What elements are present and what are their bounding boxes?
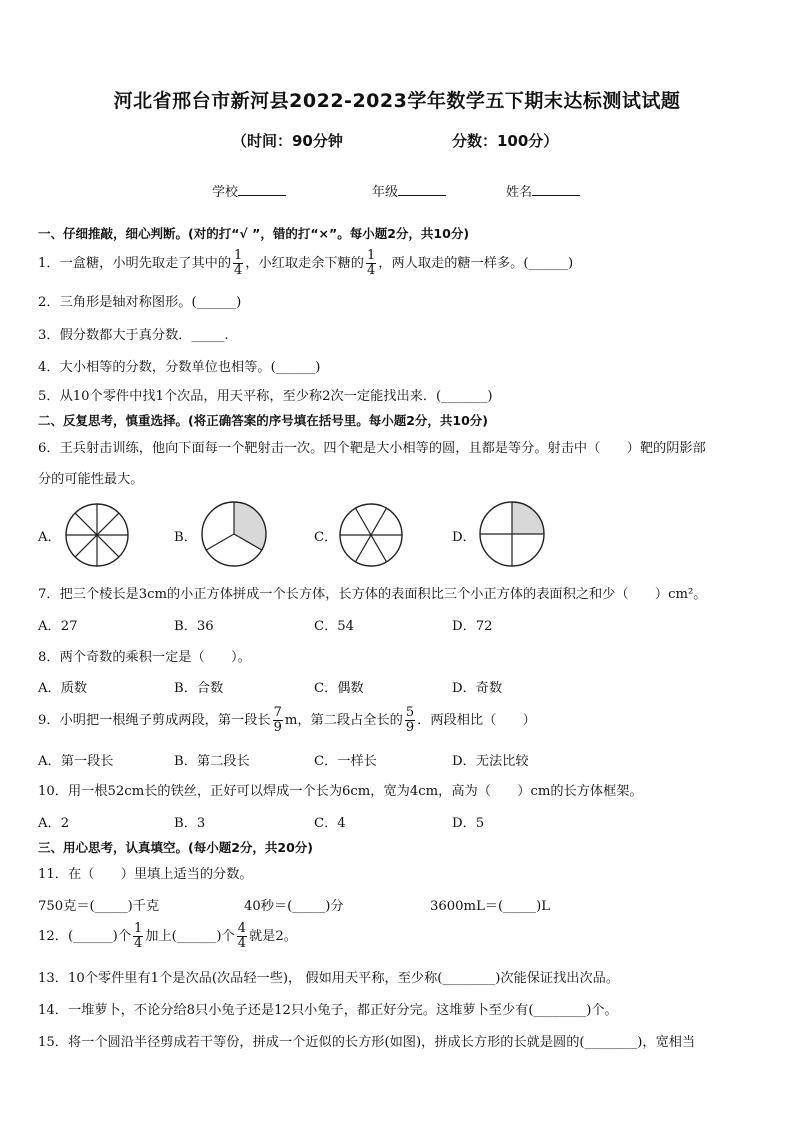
q8-option-d[interactable]: D．奇数: [452, 681, 503, 696]
grade-blank[interactable]: [398, 195, 446, 196]
question-11-part-3: 3600mL＝(_____)L: [430, 899, 551, 914]
question-13: 13．10个零件里有1个是次品(次品轻一些)， 假如用天平称，至少称(________)次能保证找出次品。: [38, 971, 620, 986]
option-c-label[interactable]: C．: [314, 530, 338, 545]
fraction-1-4: $\frac{1}{4}$: [366, 248, 376, 278]
q8-option-c[interactable]: C．偶数: [314, 681, 364, 696]
section-3-heading: 三、用心思考，认真填空。(每小题2分，共20分): [38, 840, 314, 855]
q9-option-a[interactable]: A．第一段长: [38, 754, 114, 769]
question-11-part-1: 750克＝(_____)千克: [38, 899, 160, 914]
name-label: 姓名: [506, 185, 533, 200]
fraction-1-4: $\frac{1}{4}$: [134, 921, 143, 951]
option-d-label[interactable]: D．: [452, 530, 476, 545]
question-10: 10．用一根52cm长的铁丝，正好可以焊成一个长为6cm，宽为4cm，高为（ ）cm的长方体框架。: [38, 784, 643, 799]
target-c-circle-6-parts[interactable]: [338, 502, 404, 568]
grade-label: 年级: [372, 185, 399, 200]
page-title: 河北省邢台市新河县2022-2023学年数学五下期末达标测试试题: [113, 90, 681, 112]
q7-option-b[interactable]: B．36: [174, 619, 214, 634]
question-2: 2．三角形是轴对称图形。(______): [38, 295, 242, 310]
question-1: 1．一盒糖，小明先取走了其中的 $\frac{1}{4}$ ，小红取走余下糖的 $\frac{1}{4}$ ，两人取走的糖一样多。(______): [38, 248, 574, 278]
fraction-5-9: $\frac{5}{9}$: [405, 705, 415, 735]
target-b-circle-3-parts[interactable]: [200, 500, 268, 568]
question-15: 15．将一个圆沿半径剪成若干等份，拼成一个近似的长方形(如图)，拼成长方形的长就是圆的(________)，宽相当: [38, 1035, 696, 1050]
q7-option-d[interactable]: D．72: [452, 619, 493, 634]
exam-time: （时间：90分钟: [232, 132, 343, 150]
section-2-heading: 二、反复思考，慎重选择。(将正确答案的序号填在括号里。每小题2分，共10分): [38, 413, 489, 428]
school-label: 学校: [212, 185, 239, 200]
q10-option-d[interactable]: D．5: [452, 816, 485, 831]
q9-option-b[interactable]: B．第二段长: [174, 754, 250, 769]
q10-option-c[interactable]: C．4: [314, 816, 346, 831]
q9-option-d[interactable]: D．无法比较: [452, 754, 529, 769]
school-field: [212, 181, 286, 200]
target-d-circle-4-parts[interactable]: [478, 500, 546, 568]
fraction-7-9: $\frac{7}{9}$: [273, 705, 282, 735]
name-field: [506, 181, 580, 200]
question-7: 7．把三个棱长是3cm的小正方体拼成一个长方体，长方体的表面积比三个小正方体的表面积之和少（ ）cm²。: [38, 587, 707, 602]
grade-field: [372, 181, 446, 200]
question-14: 14．一堆萝卜，不论分给8只小兔子还是12只小兔子，都正好分完。这堆萝卜至少有(________)个。: [38, 1003, 618, 1018]
question-11: 11．在（ ）里填上适当的分数。: [38, 867, 253, 882]
q10-option-b[interactable]: B．3: [174, 816, 206, 831]
question-4: 4．大小相等的分数，分数单位也相等。(______): [38, 360, 321, 375]
q8-option-a[interactable]: A．质数: [38, 681, 88, 696]
q9-option-c[interactable]: C．一样长: [314, 754, 377, 769]
target-a-circle-8-parts[interactable]: [64, 502, 130, 568]
q7-option-a[interactable]: A．27: [38, 619, 78, 634]
q10-option-a[interactable]: A．2: [38, 816, 70, 831]
fraction-4-4: $\frac{4}{4}$: [237, 921, 246, 951]
option-a-label[interactable]: A．: [38, 530, 61, 545]
exam-score: 分数：100分）: [452, 132, 559, 150]
q7-option-c[interactable]: C．54: [314, 619, 355, 634]
fraction-1-4: $\frac{1}{4}$: [234, 248, 243, 278]
question-8: 8．两个奇数的乘积一定是（ ）。: [38, 650, 251, 665]
name-blank[interactable]: [532, 195, 580, 196]
school-blank[interactable]: [238, 195, 286, 196]
question-5: 5．从10个零件中找1个次品，用天平称，至少称2次一定能找出来．(_______): [38, 389, 493, 404]
question-9: 9．小明把一根绳子剪成两段，第一段长 $\frac{7}{9}$ m，第二段占全长的 $\frac{5}{9}$ ．两段相比（ ）: [38, 705, 536, 735]
question-6-line1: 6．王兵射击训练，他向下面每一个靶射击一次。四个靶是大小相等的圆，且都是等分。射击中（ ）靶的阴影部: [38, 441, 706, 456]
question-11-part-2: 40秒＝(_____)分: [244, 899, 344, 914]
q8-option-b[interactable]: B．合数: [174, 681, 224, 696]
section-1-heading: 一、仔细推敲，细心判断。(对的打“√ ”，错的打“×”。每小题2分，共10分): [38, 226, 470, 241]
option-b-label[interactable]: B．: [174, 530, 197, 545]
question-6-line2: 分的可能性最大。: [38, 472, 144, 487]
question-12: 12．(______)个 $\frac{1}{4}$ 加上(______)个 $\frac{4}{4}$ 就是2。: [38, 921, 297, 951]
question-3: 3．假分数都大于真分数．_____.: [38, 328, 229, 343]
